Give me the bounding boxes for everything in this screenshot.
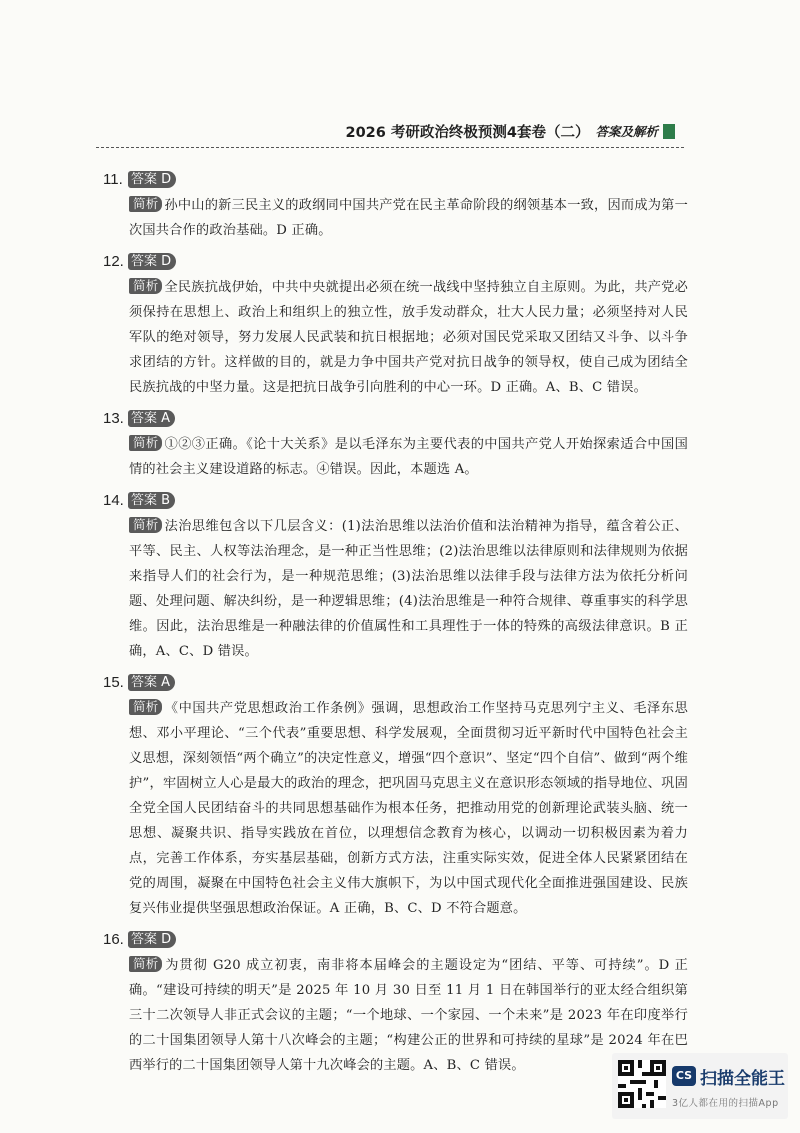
question-item [103,165,688,243]
question-item [103,486,688,664]
brand-name: 扫描全能王 [700,1069,785,1089]
answer-row [103,404,688,432]
answer-badge: 答案 A [128,410,175,427]
explanation-text: 法治思维包含以下几层含义：(1)法治思维以法治价值和法治精神为指导，蕴含着公正、平等、民主、人权等法治理念，是一种正当性思维；(2)法治思维以法律原则和法律规则为依据来指导人们的社会行为，是一种规范思维；(3)法治思维以法律手段与法律方法为依托分析问题、处理问题、解决纠纷，是一种逻辑思维；(4)法治思维是一种符合规律、尊重事实的科学思维。因此，法治思维是一种融法律的价值属性和工具理性于一体的特殊的高级法律意识。B 正确，A、C、D 错误。 [129,519,688,659]
header-mark [663,124,675,139]
answer-row [103,247,688,275]
answer-list [103,161,688,1078]
answer-badge: 答案 A [128,674,175,691]
explanation-tag: 简析 [129,278,162,294]
explanation-tag: 简析 [129,196,162,212]
explanation-text: ①②③正确。《论十大关系》是以毛泽东为主要代表的中国共产党人开始探索适合中国国情的社会主义建设道路的标志。④错误。因此，本题选 A。 [129,437,688,477]
page-header [330,118,675,144]
explanation [129,193,688,243]
answer-row [103,486,688,514]
explanation [129,432,688,482]
answer-row [103,925,688,953]
answer-row [103,165,688,193]
question-number: 15. [103,673,124,691]
explanation [129,514,688,664]
header-divider [96,147,684,148]
question-item [103,247,688,400]
header-title: 2026 考研政治终极预测4套卷（二） [345,124,590,141]
question-number: 12. [103,252,124,270]
answer-badge: 答案 D [128,931,176,948]
explanation-text: 为贯彻 G20 成立初衷，南非将本届峰会的主题设定为“团结、平等、可持续”。D 正确。“建设可持续的明天”是 2025 年 10 月 30 日至 11 月 1 日在韩国举行的亚太经合组织第三十二次领导人非正式会议的主题；“一个地球、一个家园、一个未来”是 2023 年在印度举行的二十国集团领导人第十八次峰会的主题；“构建公正的世界和可持续的星球”是 2024 年在巴西举行的二十国集团领导人第十九次峰会的主题。A、B、C 错误。 [129,958,688,1073]
question-item [103,404,688,482]
header-subtitle: 答案及解析 [595,124,658,139]
question-number: 11. [103,170,123,188]
answer-badge: 答案 D [128,171,176,188]
question-number: 16. [103,930,124,948]
explanation-text: 《中国共产党思想政治工作条例》强调，思想政治工作坚持马克思列宁主义、毛泽东思想、邓小平理论、“三个代表”重要思想、科学发展观，全面贯彻习近平新时代中国特色社会主义思想，深刻领悟“两个确立”的决定性意义，增强“四个意识”、坚定“四个自信”、做到“两个维护”，牢固树立人心是最大的政治的理念，把巩固马克思主义在意识形态领域的指导地位、巩固全党全国人民团结奋斗的共同思想基础作为根本任务，把推动用党的创新理论武装头脑、统一思想、凝聚共识、指导实践放在首位，以理想信念教育为核心，以调动一切积极因素为着力点，完善工作体系，夯实基层基础，创新方式方法，注重实际实效，促进全体人民紧紧团结在党的周围，凝聚在中国特色社会主义伟大旗帜下，为以中国式现代化全面推进强国建设、民族复兴伟业提供坚强思想政治保证。A 正确，B、C、D 不符合题意。 [129,701,688,916]
explanation-text: 孙中山的新三民主义的政纲同中国共产党在民主革命阶段的纲领基本一致，因而成为第一次国共合作的政治基础。D 正确。 [129,198,688,238]
answer-badge: 答案 B [128,492,175,509]
brand-tagline: 3亿人都在用的扫描App [672,1098,779,1109]
question-number: 13. [103,409,124,427]
question-number: 14. [103,491,124,509]
explanation [129,275,688,400]
explanation-tag: 简析 [129,699,162,715]
qr-code-icon [618,1060,666,1108]
question-item [103,925,688,1078]
camscanner-logo-icon: CS [672,1066,696,1086]
explanation-text: 全民族抗战伊始，中共中央就提出必须在统一战线中坚持独立自主原则。为此，共产党必须保持在思想上、政治上和组织上的独立性，放手发动群众，壮大人民力量；必须坚持对人民军队的绝对领导，努力发展人民武装和抗日根据地；必须对国民党采取又团结又斗争、以斗争求团结的方针。这样做的目的，就是力争中国共产党对抗日战争的领导权，使自己成为团结全民族抗战的中坚力量。这是把抗日战争引向胜利的中心一环。D 正确。A、B、C 错误。 [129,280,688,395]
question-item [103,668,688,921]
explanation [129,696,688,921]
explanation [129,953,688,1078]
scanner-watermark [612,1053,788,1119]
answer-row [103,668,688,696]
explanation-tag: 简析 [129,956,162,972]
explanation-tag: 简析 [129,517,162,533]
explanation-tag: 简析 [129,435,162,451]
answer-badge: 答案 D [128,253,176,270]
